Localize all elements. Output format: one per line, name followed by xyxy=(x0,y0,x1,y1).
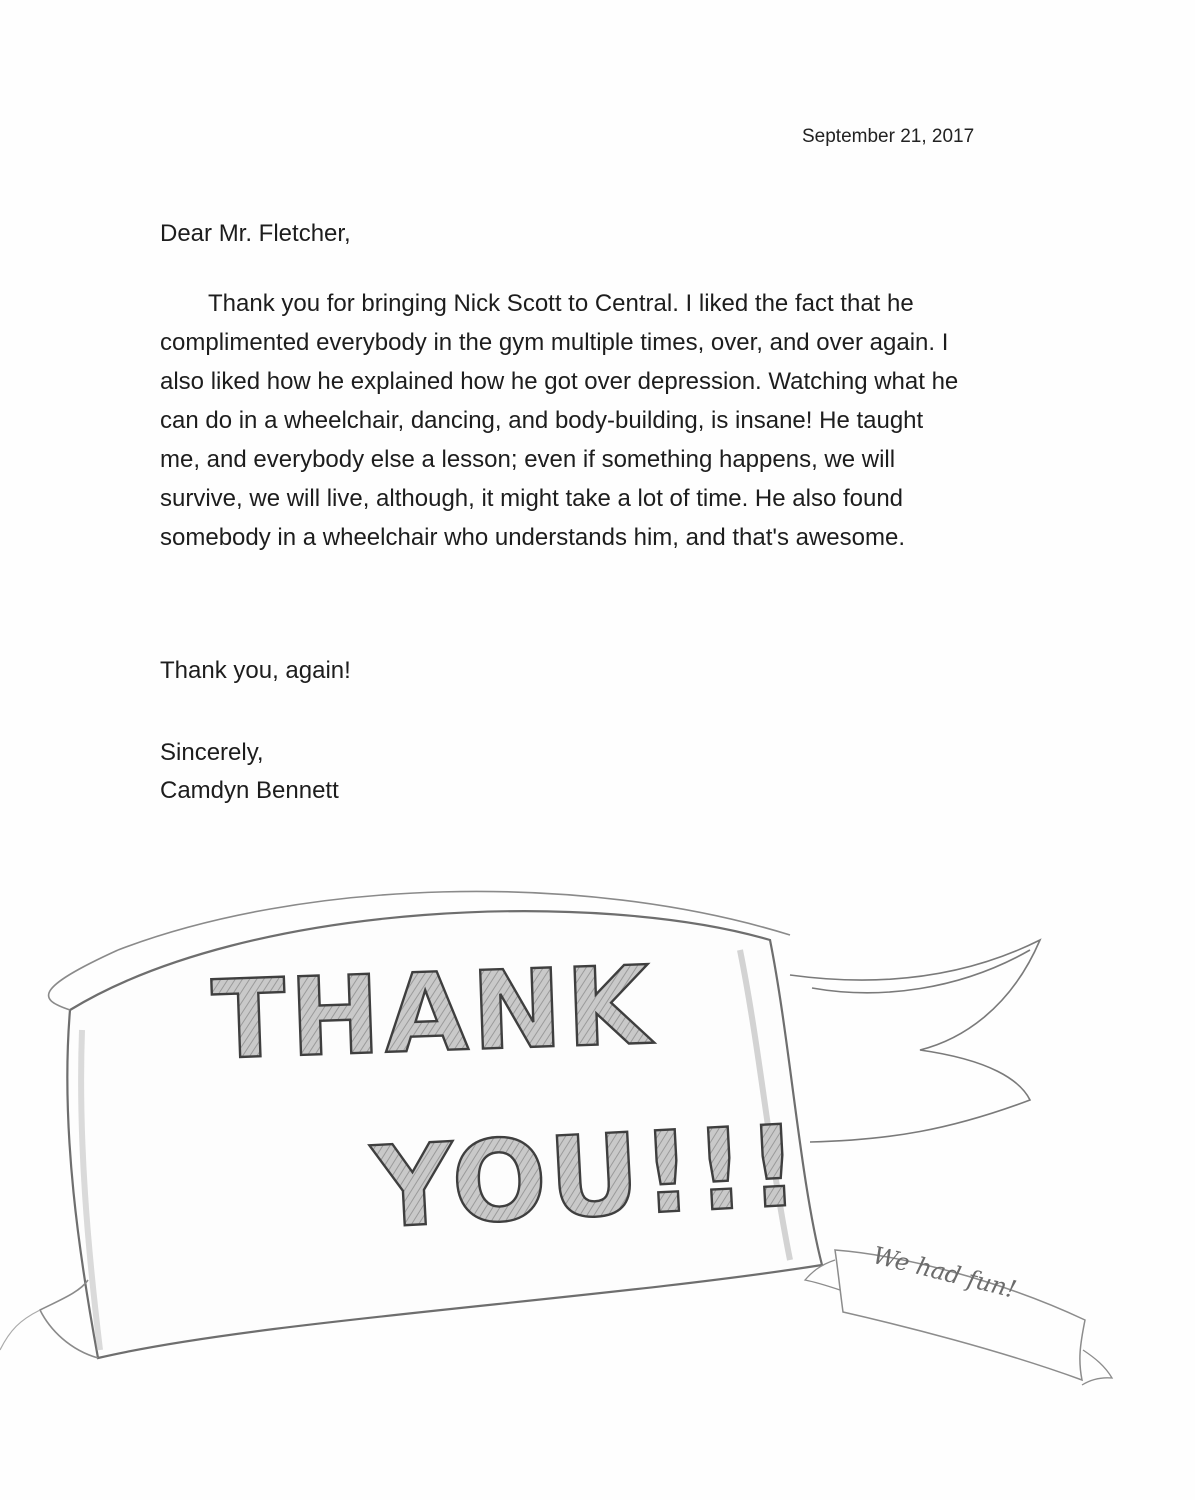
small-banner-text: We had fun! xyxy=(869,1241,1020,1304)
ribbon-tail xyxy=(790,940,1040,1142)
small-fun-banner xyxy=(805,1241,1112,1385)
body-line: survive, we will live, although, it might take a lot of time. He also found xyxy=(160,485,904,512)
signature-name: Camdyn Bennett xyxy=(160,777,339,804)
letter-body xyxy=(160,284,1100,557)
letter-salutation: Dear Mr. Fletcher, xyxy=(160,220,351,247)
body-line: also liked how he explained how he got over depression. Watching what he xyxy=(160,368,959,395)
body-line: somebody in a wheelchair who understands him, and that's awesome. xyxy=(160,524,905,551)
body-line: can do in a wheelchair, dancing, and body-building, is insane! He taught xyxy=(160,407,924,434)
thank-you-banner-drawing xyxy=(0,880,1195,1500)
body-line: complimented everybody in the gym multiple times, over, and over again. I xyxy=(160,329,949,356)
letter-date: September 21, 2017 xyxy=(802,126,975,147)
body-line: me, and everybody else a lesson; even if something happens, we will xyxy=(160,446,896,473)
signoff-text: Sincerely, xyxy=(160,739,264,766)
letter-signoff-block xyxy=(160,734,339,810)
banner-text-you: YOU!!! xyxy=(369,1101,805,1254)
body-line: Thank you for bringing Nick Scott to Central. I liked the fact that he xyxy=(208,290,914,317)
banner-text-thank: THANK xyxy=(210,943,656,1084)
letter-closing: Thank you, again! xyxy=(160,657,351,684)
